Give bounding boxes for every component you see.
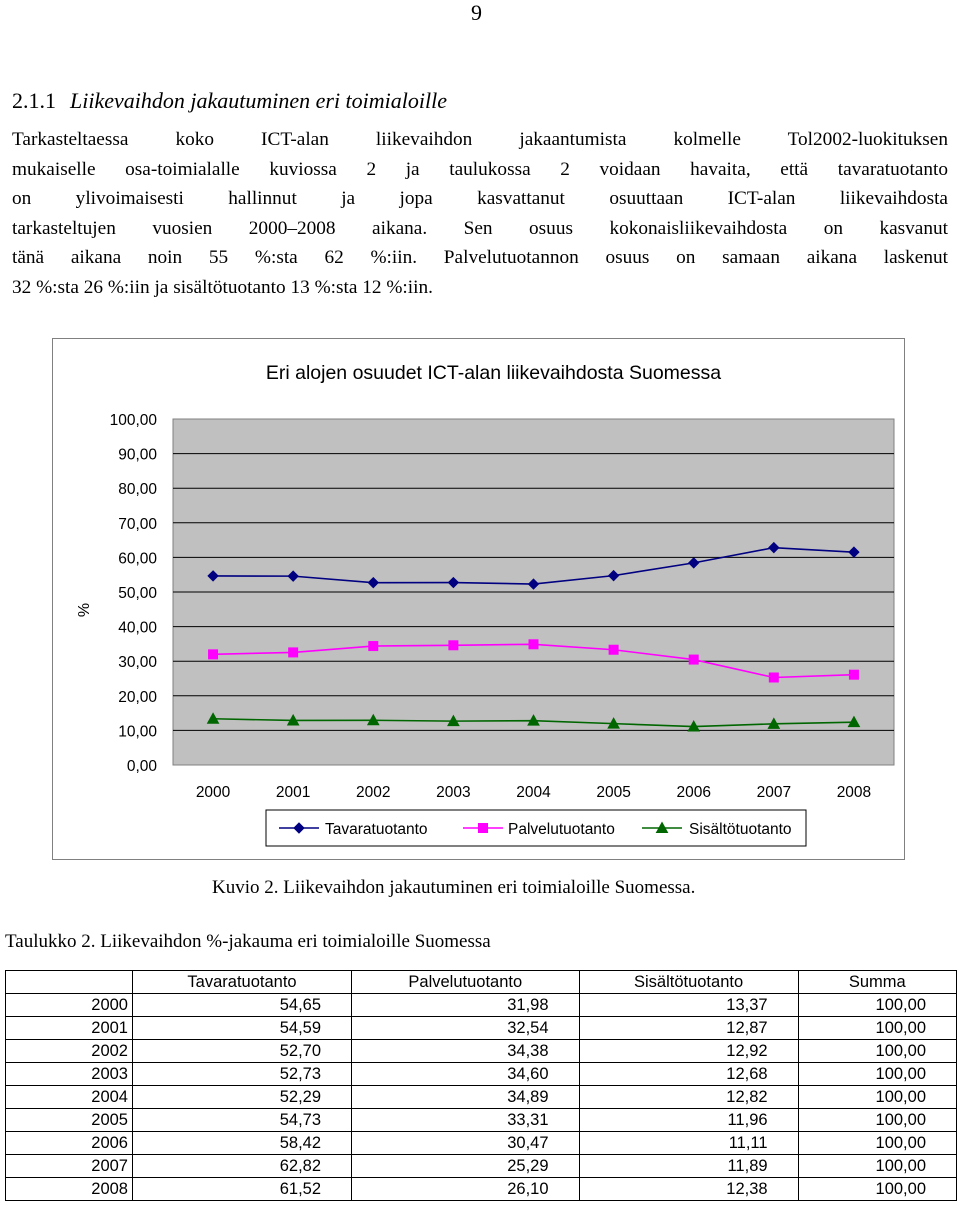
x-tick-label: 2005 [596, 784, 631, 801]
table-year-cell: 2007 [6, 1155, 133, 1178]
y-tick-label: 100,00 [109, 412, 157, 429]
paragraph-line: Tarkasteltaessa koko ICT-alan liikevaihdon jakaantumista kolmelle Tol2002-luokituksen [12, 129, 948, 150]
table-year-cell: 2001 [6, 1017, 133, 1040]
table-header-row [6, 971, 957, 994]
table-cell: 34,89 [352, 1086, 580, 1109]
section-heading [12, 88, 447, 114]
table-cell: 12,92 [579, 1040, 798, 1063]
table-header-cell [6, 971, 133, 994]
y-tick-label: 90,00 [118, 446, 157, 464]
y-tick-label: 80,00 [118, 481, 157, 499]
legend-label: Sisältötuotanto [689, 821, 792, 838]
table-cell: 100,00 [798, 1017, 956, 1040]
data-point [849, 670, 858, 679]
table-cell: 12,68 [579, 1063, 798, 1086]
data-point [529, 640, 538, 649]
table-cell: 30,47 [352, 1132, 580, 1155]
y-tick-label: 30,00 [118, 654, 157, 672]
section-title: Liikevaihdon jakautuminen eri toimialoille [70, 88, 447, 113]
table-row [6, 1063, 957, 1086]
figure-caption: Kuvio 2. Liikevaihdon jakautuminen eri toimialoille Suomessa. [212, 877, 696, 898]
table-cell: 52,29 [133, 1086, 352, 1109]
chart-frame [52, 338, 905, 860]
legend-marker [479, 824, 488, 833]
table-cell: 31,98 [352, 994, 580, 1017]
table-row [6, 1109, 957, 1132]
table-row [6, 1155, 957, 1178]
table-cell: 11,89 [579, 1155, 798, 1178]
data-point [289, 648, 298, 657]
data-point [609, 645, 618, 654]
y-tick-label: 10,00 [118, 723, 157, 741]
table-row [6, 1178, 957, 1201]
x-tick-label: 2004 [516, 784, 551, 801]
table-cell: 100,00 [798, 1109, 956, 1132]
table-header-cell: Palvelutuotanto [352, 971, 580, 994]
table-cell: 100,00 [798, 1086, 956, 1109]
data-point [449, 641, 458, 650]
table-cell: 54,59 [133, 1017, 352, 1040]
table-header-cell: Sisältötuotanto [579, 971, 798, 994]
legend-label: Tavaratuotanto [325, 821, 428, 838]
y-tick-label: 60,00 [118, 550, 157, 568]
data-point [689, 655, 698, 664]
table-cell: 32,54 [352, 1017, 580, 1040]
section-number: 2.1.1 [12, 88, 56, 113]
table-cell: 34,38 [352, 1040, 580, 1063]
x-tick-label: 2001 [275, 784, 311, 801]
table-cell: 52,70 [133, 1040, 352, 1063]
paragraph-line: on ylivoimaisesti hallinnut ja jopa kasvattanut osuuttaan ICT-alan liikevaihdosta [12, 188, 948, 209]
table-year-cell: 2002 [6, 1040, 133, 1063]
table-cell: 25,29 [352, 1155, 580, 1178]
table-row [6, 1132, 957, 1155]
table-cell: 62,82 [133, 1155, 352, 1178]
table-cell: 12,82 [579, 1086, 798, 1109]
x-tick-label: 2006 [676, 784, 711, 801]
table-caption: Taulukko 2. Liikevaihdon %-jakauma eri toimialoille Suomessa [5, 931, 491, 952]
table-cell: 54,73 [133, 1109, 352, 1132]
x-tick-label: 2008 [836, 784, 872, 801]
x-tick-label: 2003 [436, 784, 471, 801]
table-year-cell: 2005 [6, 1109, 133, 1132]
x-tick-label: 2007 [756, 784, 792, 801]
table-year-cell: 2003 [6, 1063, 133, 1086]
paragraph-line: 32 %:sta 26 %:iin ja sisältötuotanto 13 %:sta 12 %:iin. [12, 276, 433, 298]
table-row [6, 1017, 957, 1040]
table-cell: 11,96 [579, 1109, 798, 1132]
table-cell: 100,00 [798, 1178, 956, 1201]
table-row [6, 1086, 957, 1109]
page-number: 9 [471, 0, 482, 25]
y-tick-label: 0,00 [126, 758, 157, 775]
table-cell: 100,00 [798, 1132, 956, 1155]
table-cell: 26,10 [352, 1178, 580, 1201]
table-cell: 12,87 [579, 1017, 798, 1040]
line-chart [53, 339, 906, 861]
body-paragraph [12, 125, 948, 302]
table-cell: 54,65 [133, 994, 352, 1017]
table-cell: 34,60 [352, 1063, 580, 1086]
chart-title: Eri alojen osuudet ICT-alan liikevaihdosta Suomessa [265, 362, 722, 384]
data-point [369, 642, 378, 651]
table-row [6, 994, 957, 1017]
y-axis-label: % [76, 602, 93, 618]
table-year-cell: 2006 [6, 1132, 133, 1155]
y-tick-label: 40,00 [118, 619, 157, 637]
table-cell: 100,00 [798, 1063, 956, 1086]
table-cell: 61,52 [133, 1178, 352, 1201]
table-year-cell: 2000 [6, 994, 133, 1017]
table-year-cell: 2004 [6, 1086, 133, 1109]
table-year-cell: 2008 [6, 1178, 133, 1201]
table-row [6, 1040, 957, 1063]
table-cell: 12,38 [579, 1178, 798, 1201]
data-point [769, 673, 778, 682]
legend-label: Palvelutuotanto [508, 821, 615, 838]
y-tick-label: 50,00 [118, 585, 157, 602]
paragraph-line: tänä aikana noin 55 %:sta 62 %:iin. Palvelutuotannon osuus on samaan aikana laskenut [12, 247, 948, 268]
x-tick-label: 2000 [195, 784, 231, 801]
y-tick-label: 20,00 [118, 688, 157, 706]
paragraph-line: tarkasteltujen vuosien 2000–2008 aikana. Sen osuus kokonaisliikevaihdosta on kasvanut [12, 217, 948, 239]
y-tick-label: 70,00 [118, 515, 157, 533]
table-header-cell: Summa [798, 971, 956, 994]
table-cell: 100,00 [798, 1155, 956, 1178]
table-cell: 100,00 [798, 994, 956, 1017]
data-point [209, 650, 218, 659]
table-cell: 52,73 [133, 1063, 352, 1086]
paragraph-line: mukaiselle osa-toimialalle kuviossa 2 ja taulukossa 2 voidaan havaita, että tavaratuotanto [12, 158, 948, 180]
table-header-cell: Tavaratuotanto [133, 971, 352, 994]
table-cell: 58,42 [133, 1132, 352, 1155]
table-cell: 33,31 [352, 1109, 580, 1132]
table-cell: 100,00 [798, 1040, 956, 1063]
x-tick-label: 2002 [356, 784, 391, 801]
table-cell: 11,11 [579, 1132, 798, 1155]
table-cell: 13,37 [579, 994, 798, 1017]
data-table [5, 970, 957, 1201]
